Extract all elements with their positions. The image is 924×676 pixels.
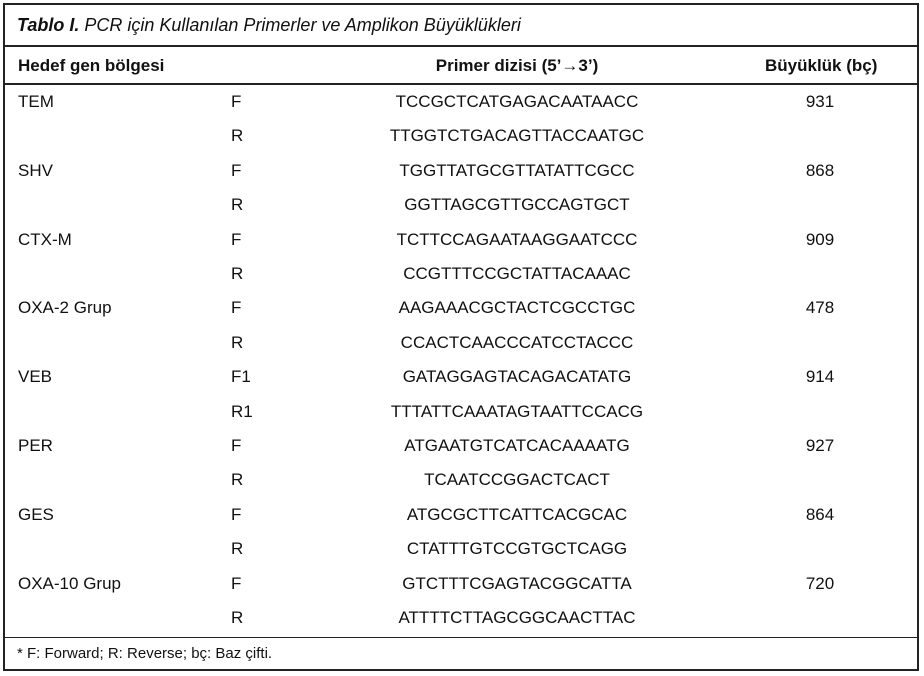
table-row: SHV F TGGTTATGCGTTATATTCGCC 868 — [5, 154, 917, 188]
table-caption — [17, 15, 521, 36]
gene-cell: VEB — [18, 367, 53, 387]
size-cell: 909 — [805, 229, 835, 249]
gene-cell: OXA-2 Grup — [18, 298, 112, 318]
sequence-cell: TTTATTCAAATAGTAATTCCACG — [390, 401, 644, 421]
footnote: * F: Forward; R: Reverse; bç: Baz çifti. — [17, 645, 273, 662]
table-row: R GGTTAGCGTTGCCAGTGCT — [5, 188, 917, 222]
header-size: Büyüklük (bç) — [765, 56, 878, 75]
top-rule — [5, 45, 917, 47]
sequence-cell: TCAATCCGGACTCACT — [424, 470, 610, 490]
caption-text: PCR için Kullanılan Primerler ve Amplikon Büyüklükleri — [84, 15, 521, 35]
table-row: TEM F TCCGCTCATGAGACAATAACC 931 — [5, 85, 917, 119]
size-cell: 931 — [805, 92, 835, 111]
sequence-cell: GTCTTTCGAGTACGGCATTA — [402, 573, 632, 593]
table-frame — [3, 3, 919, 671]
table-row: PER F ATGAATGTCATCACAAAATG 927 — [5, 429, 917, 463]
size-cell: 864 — [805, 504, 835, 524]
gene-cell: OXA-10 Grup — [18, 573, 121, 593]
table-row: VEB F1 GATAGGAGTACAGACATATG 914 — [5, 360, 917, 394]
sequence-cell: GGTTAGCGTTGCCAGTGCT — [404, 195, 630, 215]
sequence-cell: TCCGCTCATGAGACAATAACC — [395, 92, 639, 111]
sequence-cell: TTGGTCTGACAGTTACCAATGC — [389, 126, 645, 146]
gene-cell: GES — [18, 504, 54, 524]
table-row: GES F ATGCGCTTCATTCACGCAC 864 — [5, 498, 917, 532]
gene-cell: PER — [18, 436, 53, 455]
table-row: R CCACTCAACCCATCCTACCC — [5, 326, 917, 360]
sequence-cell: ATGAATGTCATCACAAAATG — [404, 436, 630, 455]
size-cell: 914 — [805, 367, 835, 387]
table-row: OXA-10 Grup F GTCTTTCGAGTACGGCATTA 720 — [5, 567, 917, 601]
size-cell: 868 — [805, 160, 835, 180]
table-row: R1 TTTATTCAAATAGTAATTCCACG — [5, 395, 917, 429]
header-sequence: Primer dizisi (5’→3’) — [435, 56, 599, 75]
sequence-cell: TGGTTATGCGTTATATTCGCC — [399, 160, 635, 180]
table-row: R CTATTTGTCCGTGCTCAGG — [5, 532, 917, 566]
header-gene: Hedef gen bölgesi — [18, 56, 165, 75]
sequence-cell: AAGAAACGCTACTCGCCTGC — [398, 298, 636, 318]
sequence-cell: CTATTTGTCCGTGCTCAGG — [406, 539, 628, 559]
gene-cell: SHV — [18, 160, 53, 180]
sequence-cell: ATTTTCTTAGCGGCAACTTAC — [398, 608, 636, 627]
table-row: R TTGGTCTGACAGTTACCAATGC — [5, 119, 917, 153]
size-cell: 720 — [805, 573, 835, 593]
bottom-rule — [5, 637, 917, 638]
table-row: R TCAATCCGGACTCACT — [5, 463, 917, 497]
sequence-cell: TCTTCCAGAATAAGGAATCCC — [396, 229, 638, 249]
size-cell: 478 — [805, 298, 835, 318]
table-row: R ATTTTCTTAGCGGCAACTTAC — [5, 601, 917, 635]
sequence-cell: GATAGGAGTACAGACATATG — [402, 367, 632, 387]
caption-label: Tablo I. — [17, 15, 80, 35]
size-cell: 927 — [805, 436, 835, 455]
sequence-cell: CCGTTTCCGCTATTACAAAC — [403, 264, 631, 283]
table-row: R CCGTTTCCGCTATTACAAAC — [5, 257, 917, 291]
table-row: OXA-2 Grup F AAGAAACGCTACTCGCCTGC 478 — [5, 291, 917, 325]
gene-cell: CTX-M — [18, 229, 72, 249]
table-row: CTX-M F TCTTCCAGAATAAGGAATCCC 909 — [5, 223, 917, 257]
gene-cell: TEM — [18, 92, 54, 111]
sequence-cell: ATGCGCTTCATTCACGCAC — [406, 504, 628, 524]
sequence-cell: CCACTCAACCCATCCTACCC — [400, 332, 634, 352]
